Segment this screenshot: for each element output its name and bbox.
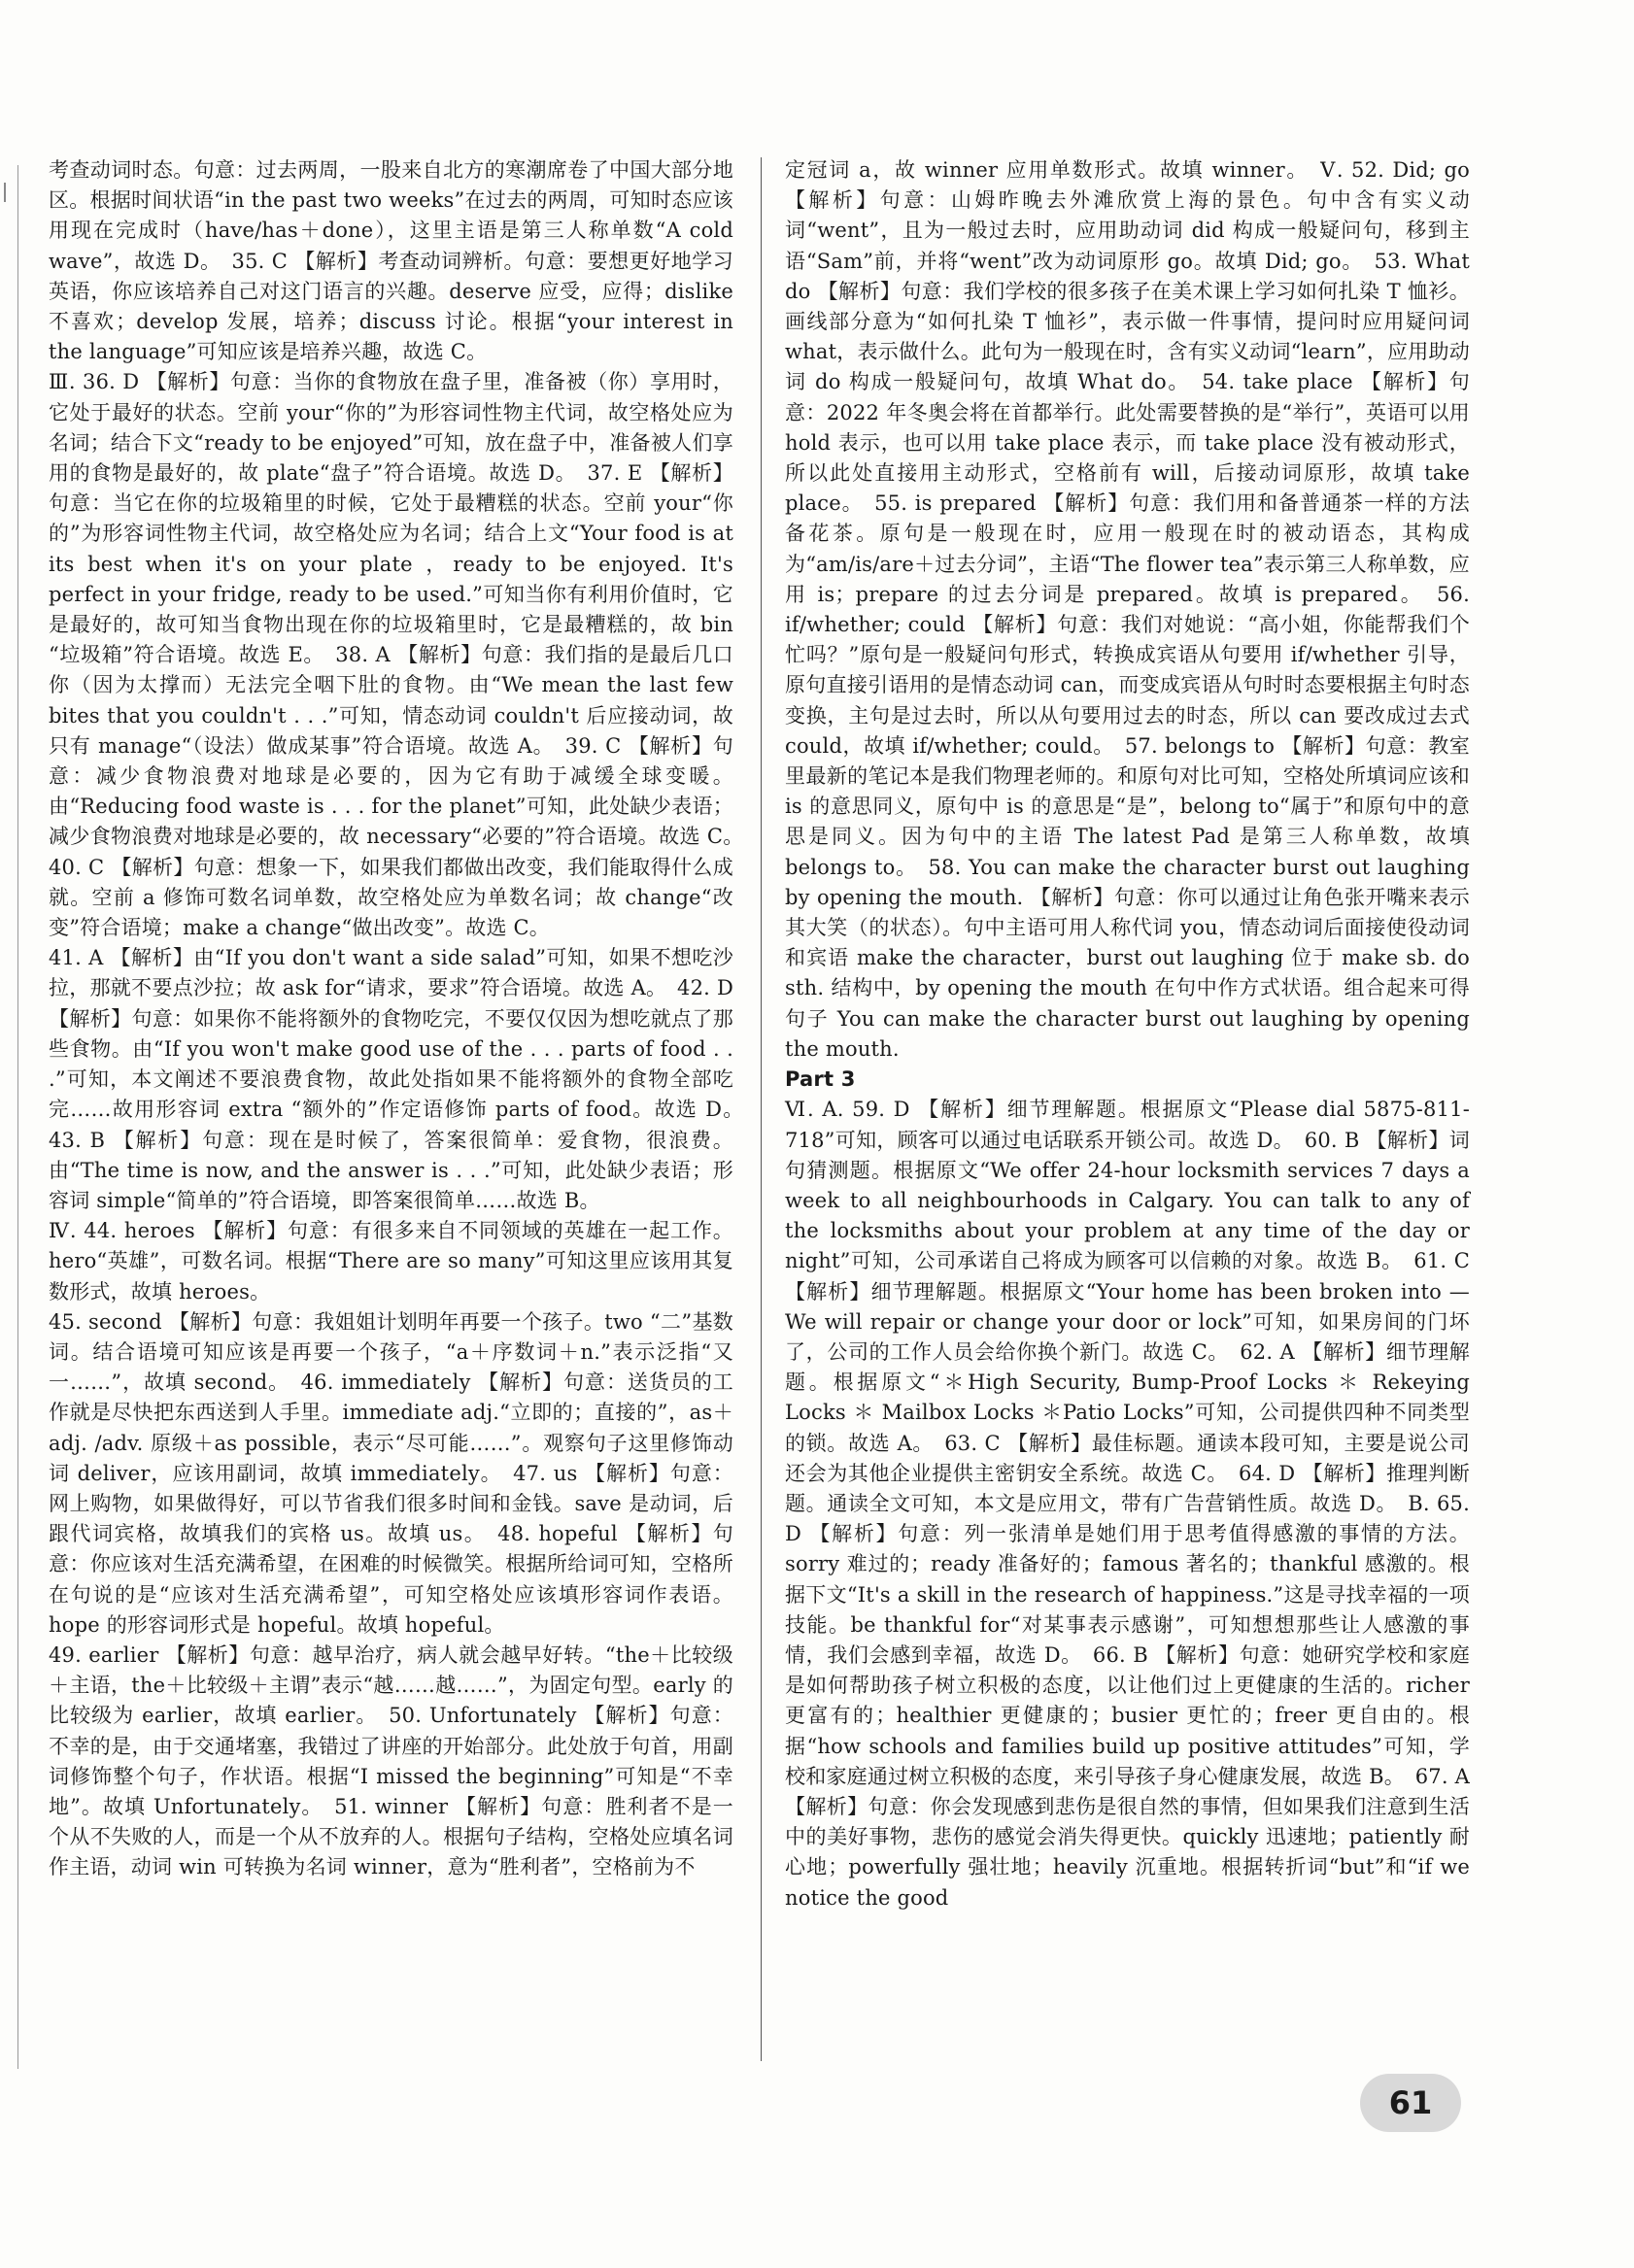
paragraph-35: 考查动词时态。句意：过去两周，一股来自北方的寒潮席卷了中国大部分地区。根据时间状语“in the past two weeks”在过去的两周，可知时态应该用现在完成时（have/has＋done），这里主语是第三人称单数“A cold wave”，故选 D。 35. C 【解析】考查动词辨析。句意：要想更好地学习英语，你应该培养自己对这门语言的兴趣。deserve 应受，应得；dislike 不喜欢；develop 发展，培养；discuss 讨论。根据“your interest in the language”可知应该是培养兴趣，故选 C。 bbox=[49, 158, 733, 364]
paragraph-49: 49. earlier 【解析】句意：越早治疗，病人就会越早好转。“the＋比较级＋主语，the＋比较级＋主谓”表示“越……越……”，为固定句型。early 的比较级为 earlier，故填 earlier。 50. Unfortunately 【解析】句意：不幸的是，由于交通堵塞，我错过了讲座的开始部分。此处放于句首，用副词修饰整个句子，作状语。根据“I missed the beginning”可知是“不幸地”。故填 Unfortunately。 51. winner 【解析】句意：胜利者不是一个从不失败的人，而是一个从不放弃的人。根据句子结构，空格处应填名词作主语，动词 win 可转换为名词 winner，意为“胜利者”，空格前为不 bbox=[49, 1642, 733, 1879]
column-divider bbox=[761, 157, 762, 2061]
paragraph-45: 45. second 【解析】句意：我姐姐计划明年再要一个孩子。two “二”基数词。结合语境可知应该是再要一个孩子，“a＋序数词＋n.”表示泛指“又一……”，故填 second。 46. immediately 【解析】句意：送货员的工作就是尽快把东西送到人手里。immediate adj.“立即的；直接的”，as＋adj. /adv. 原级＋as possible，表示“尽可能……”。观察句子这里修饰动词 deliver，应该用副词，故填 immediately。 47. us 【解析】句意：网上购物，如果做得好，可以节省我们很多时间和金钱。save 是动词，后跟代词宾格，故填我们的宾格 us。故填 us。 48. hopeful 【解析】句意：你应该对生活充满希望，在困难的时候微笑。根据所给词可知，空格所在句说的是“应该对生活充满希望”，可知空格处应该填形容词作表语。hope 的形容词形式是 hopeful。故填 hopeful。 bbox=[49, 1309, 733, 1637]
binding-edge-mark bbox=[4, 183, 14, 202]
page-number-badge: 61 bbox=[1360, 2074, 1461, 2132]
left-column bbox=[49, 155, 755, 1883]
right-column bbox=[785, 155, 1470, 1913]
margin-rule bbox=[17, 165, 18, 2069]
paragraph-section-vi: Ⅵ. A. 59. D 【解析】细节理解题。根据原文“Please dial 5875-811-718”可知，顾客可以通过电话联系开锁公司。故选 D。 60. B 【解析】词句猜测题。根据原文“We offer 24-hour locksmith services 7 days a week to all neighbourhoods in Calgary. You can talk to any of the locksmiths about your problem at any time of the day or night”可知，公司承诺自己将成为顾客可以信赖的对象。故选 B。 61. C 【解析】细节理解题。根据原文“Your home has been broken into — We will repair or change your door or lock”可知，如果房间的门坏了，公司的工作人员会给你换个新门。故选 C。 62. A 【解析】细节理解题。根据原文“＊High Security, Bump-Proof Locks ＊ Rekeying Locks ＊ Mailbox Locks ＊Patio Locks”可知，公司提供四种不同类型的锁。故选 A。 63. C 【解析】最佳标题。通读本段可知，主要是说公司还会为其他企业提供主密钥安全系统。故选 C。 64. D 【解析】推理判断题。通读全文可知，本文是应用文，带有广告营销性质。故选 D。 B. 65. D 【解析】句意：列一张清单是她们用于思考值得感激的事情的方法。sorry 难过的；ready 准备好的；famous 著名的；thankful 感激的。根据下文“It's a skill in the research of happiness.”这是寻找幸福的一项技能。be thankful for“对某事表示感谢”，可知想想那些让人感激的事情，我们会感到幸福，故选 D。 66. B 【解析】句意：她研究学校和家庭是如何帮助孩子树立积极的态度，以让他们过上更健康的生活的。richer 更富有的；healthier 更健康的；busier 更忙的；freer 更自由的。根据“how schools and families build up positive attitudes”可知，学校和家庭通过树立积极的态度，来引导孩子身心健康发展，故选 B。 67. A 【解析】句意：你会发现感到悲伤是很自然的事情，但如果我们注意到生活中的美好事物，悲伤的感觉会消失得更快。quickly 迅速地；patiently 耐心地；powerfully 强壮地；heavily 沉重地。根据转折词“but”和“if we notice the good bbox=[785, 1098, 1470, 1910]
paragraph-41: 41. A 【解析】由“If you don't want a side salad”可知，如果不想吃沙拉，那就不要点沙拉；故 ask for“请求，要求”符合语境。故选 A。 42. D 【解析】句意：如果你不能将额外的食物吃完，不要仅仅因为想吃就点了那些食物。由“If you won't make good use of the . . . parts of food . . .”可知，本文阐述不要浪费食物，故此处指如果不能将额外的食物全部吃完……故用形容词 extra “额外的”作定语修饰 parts of food。故选 D。 43. B 【解析】句意：现在是时候了，答案很简单：爱食物，很浪费。由“The time is now, and the answer is . . .”可知，此处缺少表语；形容词 simple“简单的”符合语境，即答案很简单……故选 B。 bbox=[49, 946, 755, 1212]
paragraph-section-v: 定冠词 a，故 winner 应用单数形式。故填 winner。 Ⅴ. 52. Did; go 【解析】句意：山姆昨晚去外滩欣赏上海的景色。句中含有实义动词“went”，且为一般过去时，应用助动词 did 构成一般疑问句，移到主语“Sam”前，并将“went”改为动词原形 go。故填 Did; go。 53. What do 【解析】句意：我们学校的很多孩子在美术课上学习如何扎染 T 恤衫。画线部分意为“如何扎染 T 恤衫”，表示做一件事情，提问时应用疑问词 what，表示做什么。此句为一般现在时，含有实义动词“learn”，应用助动词 do 构成一般疑问句，故填 What do。 54. take place 【解析】句意：2022 年冬奥会将在首都举行。此处需要替换的是“举行”，英语可以用 hold 表示，也可以用 take place 表示，而 take place 没有被动形式，所以此处直接用主动形式，空格前有 will，后接动词原形，故填 take place。 55. is prepared 【解析】句意：我们用和备普通茶一样的方法备花茶。原句是一般现在时，应用一般现在时的被动语态，其构成为“am/is/are＋过去分词”，主语“The flower tea”表示第三人称单数，应用 is；prepare 的过去分词是 prepared。故填 is prepared。 56. if/whether; could 【解析】句意：我们对她说：“高小姐，你能帮我们个忙吗？”原句是一般疑问句形式，转换成宾语从句要用 if/whether 引导，原句直接引语用的是情态动词 can，而变成宾语从句时时态要根据主句时态变换，主句是过去时，所以从句要用过去的时态，所以 can 要改成过去式 could，故填 if/whether; could。 57. belongs to 【解析】句意：教室里最新的笔记本是我们物理老师的。和原句对比可知，空格处所填词应该和 is 的意思同义，原句中 is 的意思是“是”，belong to“属于”和原句中的意思是同义。因为句中的主语 The latest Pad 是第三人称单数，故填 belongs to。 58. You can make the character burst out laughing by opening the mouth. 【解析】句意：你可以通过让角色张开嘴来表示其大笑（的状态）。句中主语可用人称代词 you，情态动词后面接使役动词和宾语 make the character，burst out laughing 位于 make sb. do sth. 结构中，by opening the mouth 在句中作方式状语。组合起来可得句子 You can make the character burst out laughing by opening the mouth. bbox=[785, 158, 1470, 1061]
part-heading: Part 3 bbox=[785, 1067, 856, 1092]
paragraph-section-iv: Ⅳ. 44. heroes 【解析】句意：有很多来自不同领域的英雄在一起工作。hero“英雄”，可数名词。根据“There are so many”可知这里应该用其复数形式，故填 heroes。 bbox=[49, 1219, 733, 1303]
paragraph-section-iii: Ⅲ. 36. D 【解析】句意：当你的食物放在盘子里，准备被（你）享用时，它处于最好的状态。空前 your“你的”为形容词性物主代词，故空格处应为名词；结合下文“ready to be enjoyed”可知，放在盘子中，准备被人们享用的食物是最好的，故 plate“盘子”符合语境。故选 D。 37. E 【解析】句意：当它在你的垃圾箱里的时候，它处于最糟糕的状态。空前 your“你的”为形容词性物主代词，故空格处应为名词；结合上文“Your food is at its best when it's on your plate ，ready to be enjoyed. It's perfect in your fridge, ready to be used.”可知当你有利用价值时，它是最好的，故可知当食物出现在你的垃圾箱里时，它是最糟糕的，故 bin “垃圾箱”符合语境。故选 E。 38. A 【解析】句意：我们指的是最后几口你（因为太撑而）无法完全咽下肚的食物。由“We mean the last few bites that you couldn't . . .”可知，情态动词 couldn't 后应接动词，故只有 manage“（设法）做成某事”符合语境。故选 A。 39. C 【解析】句意：减少食物浪费对地球是必要的，因为它有助于减缓全球变暖。由“Reducing food waste is . . . for the planet”可知，此处缺少表语；减少食物浪费对地球是必要的，故 necessary“必要的”符合语境。故选 C。 40. C 【解析】句意：想象一下，如果我们都做出改变，我们能取得什么成就。空前 a 修饰可数名词单数，故空格处应为单数名词；故 change“改变”符合语境；make a change“做出改变”。故选 C。 bbox=[49, 370, 755, 940]
